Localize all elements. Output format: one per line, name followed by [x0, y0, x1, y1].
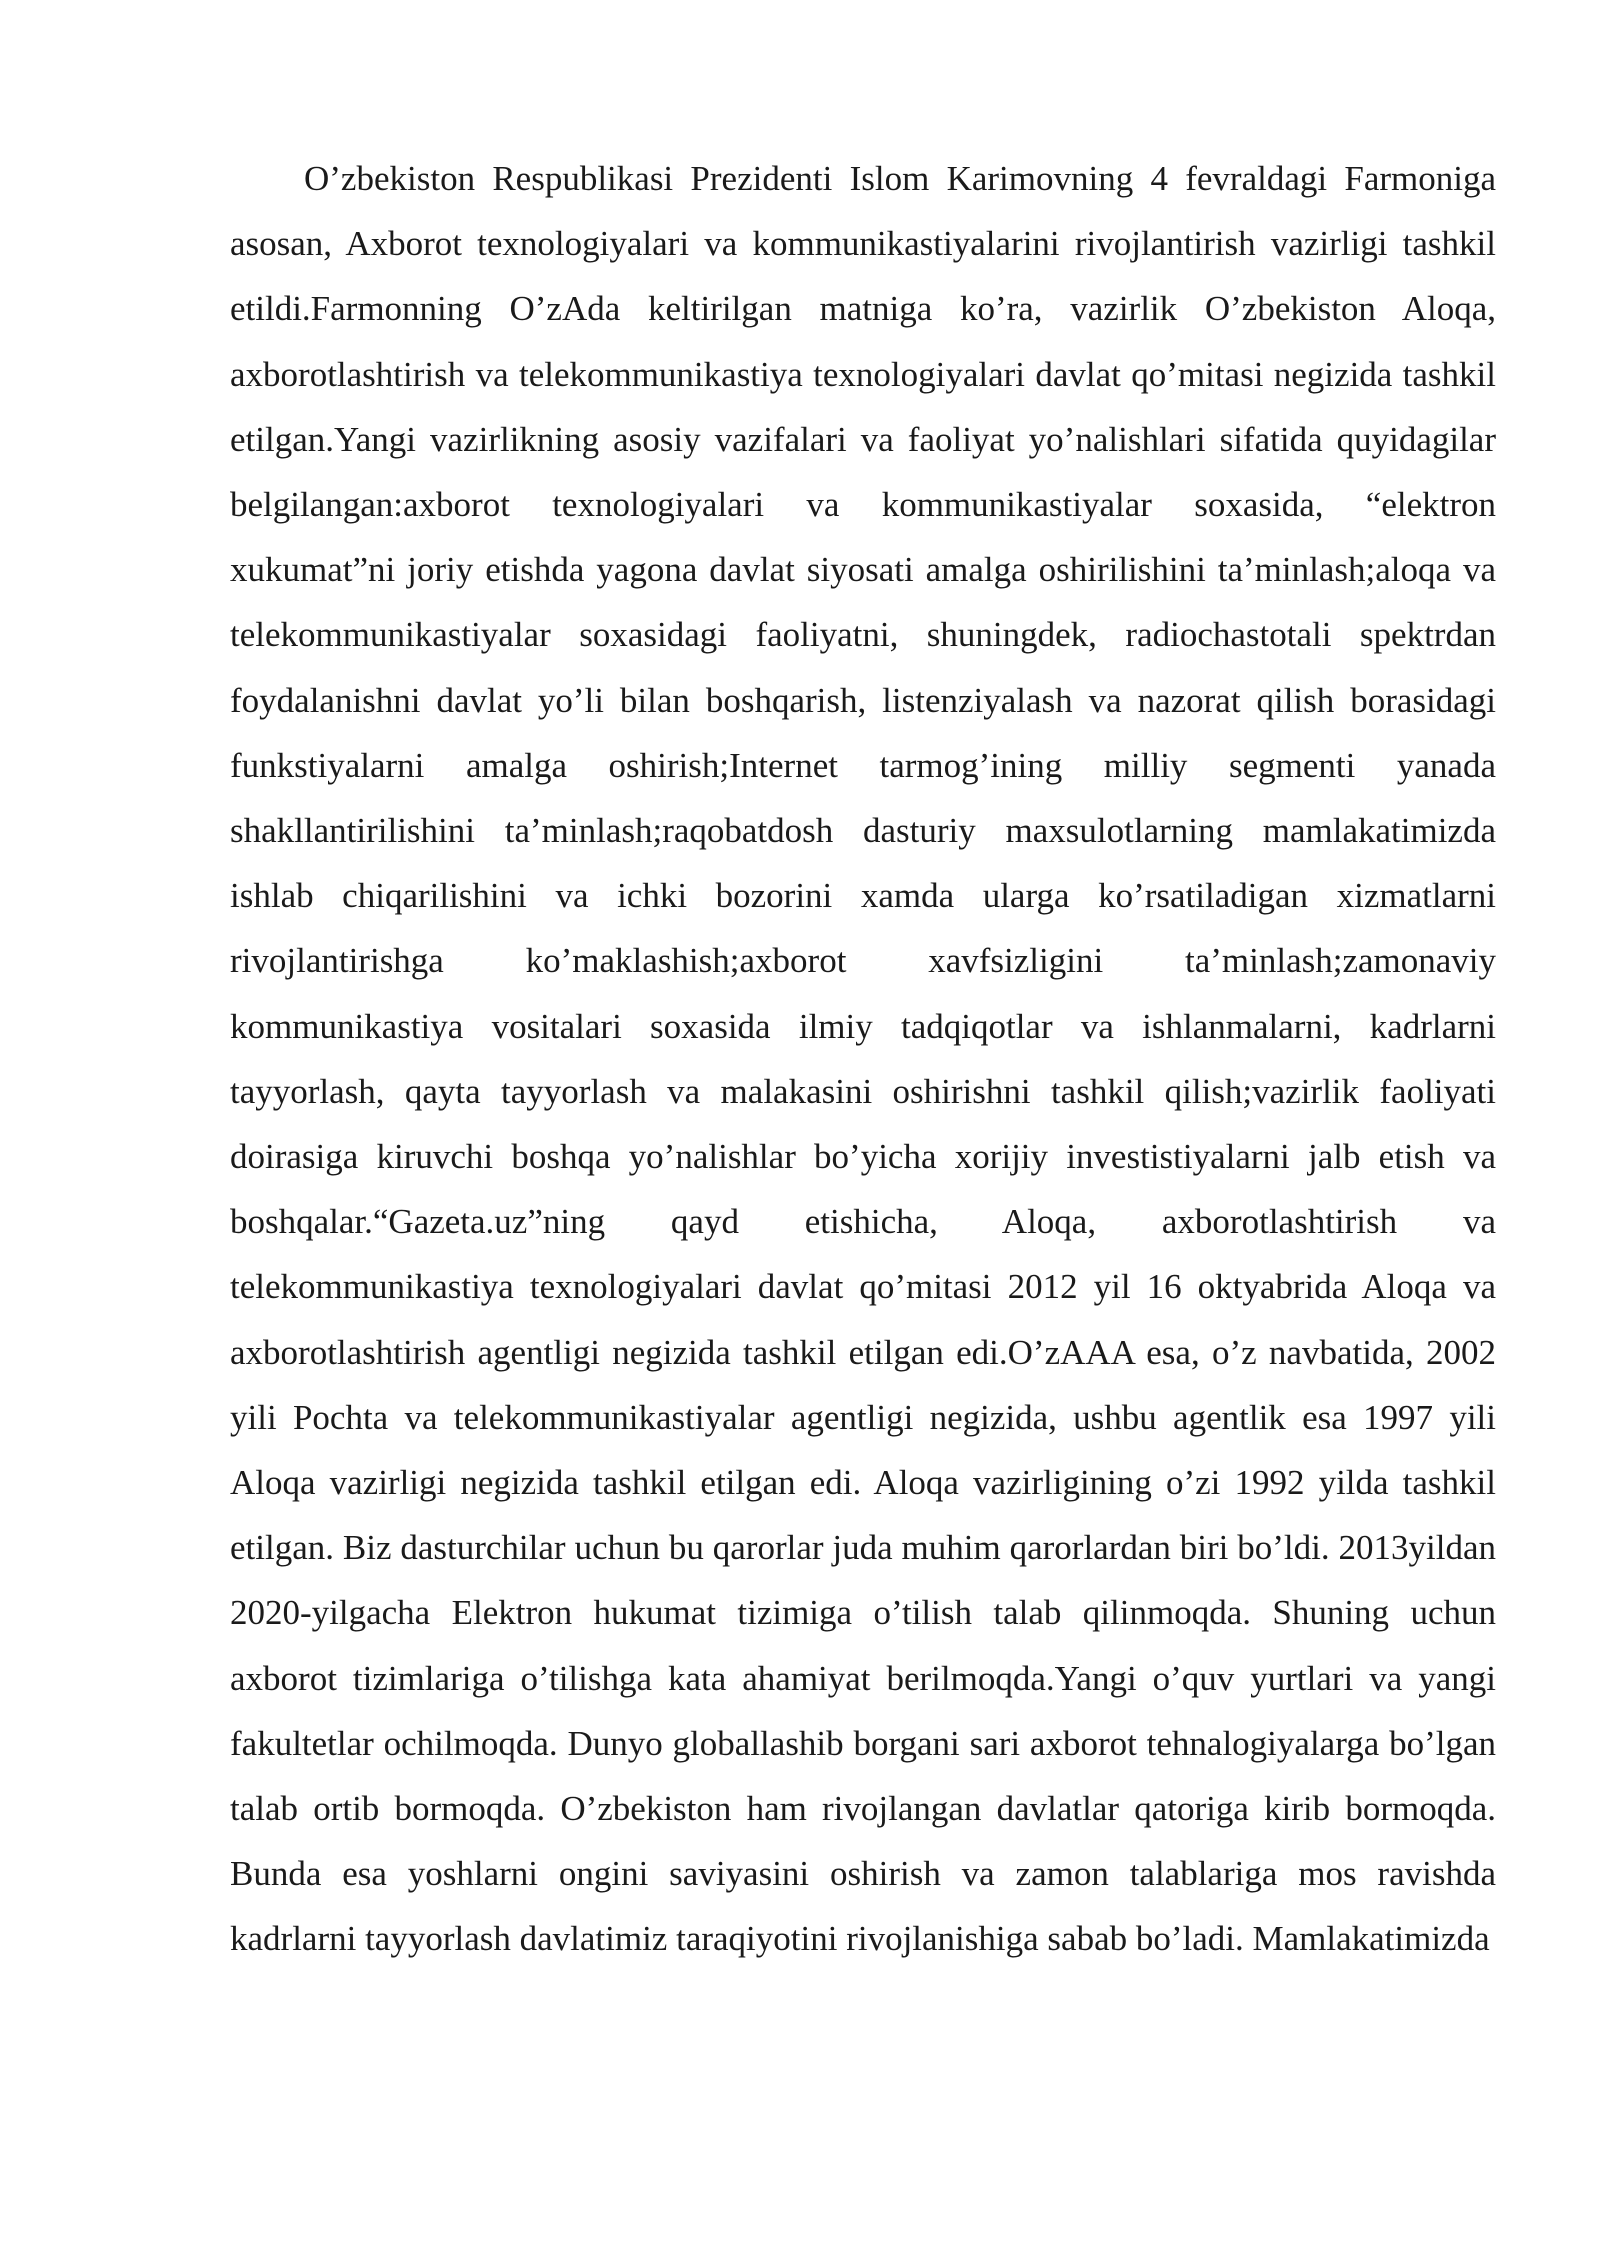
body-paragraph: O’zbekiston Respublikasi Prezidenti Islom Karimovning 4 fevraldagi Farmoniga asosan, Axborot texnologiyalari va kommunikastiyalarini rivojlantirish vazirligi tashkil etildi.Farmonning O’zAda keltirilgan matniga ko’ra, vazirlik O’zbekiston Aloqa, axborotlashtirish va telekommunikastiya texnologiyalari davlat qo’mitasi negizida tashkil etilgan.Yangi vazirlikning asosiy vazifalari va faoliyat yo’nalishlari sifatida quyidagilar belgilangan:axborot texnologiyalari va kommunikastiyalar soxasida, “elektron xukumat”ni joriy etishda yagona davlat siyosati amalga oshirilishini ta’minlash;aloqa va telekommunikastiyalar soxasidagi faoliyatni, shuningdek, radiochastotali spektrdan foydalanishni davlat yo’li bilan boshqarish, listenziyalash va nazorat qilish borasidagi funkstiyalarni amalga oshirish;Internet tarmog’ining milliy segmenti yanada shakllantirilishini ta’minlash;raqobatdosh dasturiy maxsulotlarning mamlakatimizda ishlab chiqarilishini va ichki bozorini xamda ularga ko’rsatiladigan xizmatlarni rivojlantirishga ko’maklashish;axborot xavfsizligini ta’minlash;zamonaviy kommunikastiya vositalari soxasida ilmiy tadqiqotlar va ishlanmalarni, kadrlarni tayyorlash, qayta tayyorlash va malakasini oshirishni tashkil qilish;vazirlik faoliyati doirasiga kiruvchi boshqa yo’nalishlar bo’yicha xorijiy investistiyalarni jalb etish va boshqalar.“Gazeta.uz”ning qayd etishicha, Aloqa, axborotlashtirish va telekommunikastiya texnologiyalari davlat qo’mitasi 2012 yil 16 oktyabrida Aloqa va axborotlashtirish agentligi negizida tashkil etilgan edi.O’zAAA esa, o’z navbatida, 2002 yili Pochta va telekommunikastiyalar agentligi negizida, ushbu agentlik esa 1997 yili Aloqa vazirligi negizida tashkil etilgan edi. Aloqa vazirligining o’zi 1992 yilda tashkil etilgan. Biz dasturchilar uchun bu qarorlar juda muhim qarorlardan biri bo’ldi. 2013yildan 2020-yilgacha Elektron hukumat tizimiga o’tilish talab qilinmoqda. Shuning uchun axborot tizimlariga o’tilishga kata ahamiyat berilmoqda.Yangi o’quv yurtlari va yangi fakultetlar ochilmoqda. Dunyo globallashib borgani sari axborot tehnalogiyalarga bo’lgan talab ortib bormoqda. O’zbekiston ham rivojlangan davlatlar qatoriga kirib bormoqda. Bunda esa yoshlarni ongini saviyasini oshirish va zamon talablariga mos ravishda kadrlarni tayyorlash davlatimiz taraqiyotini rivojlanishiga sabab bo’ladi. Mamlakatimizda: [230, 159, 1496, 1959]
